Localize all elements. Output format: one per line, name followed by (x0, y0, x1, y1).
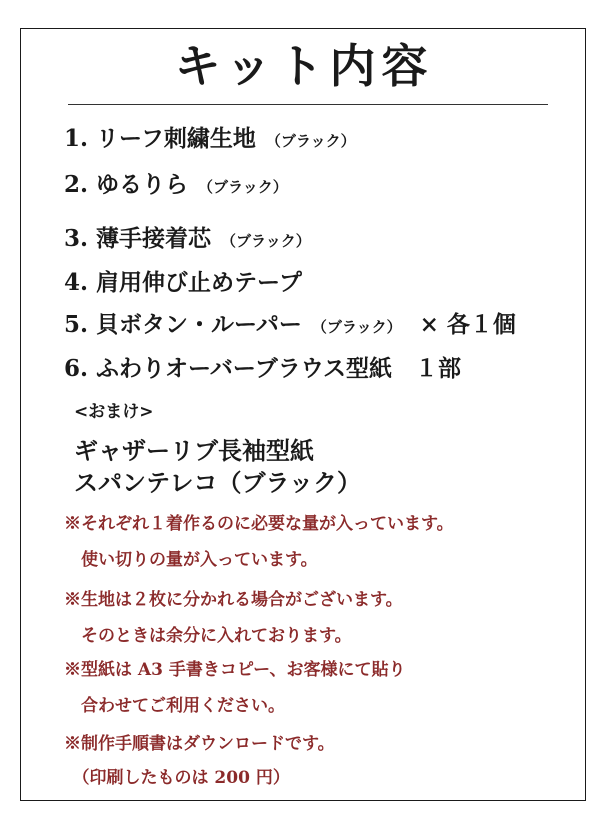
title-divider (68, 104, 548, 105)
kit-item-6-label: 6. ふわりオーバーブラウス型紙 １部 (64, 355, 462, 382)
kit-item-2-color: （ブラック） (198, 178, 288, 196)
bonus-item-2: スパンテレコ（ブラック） (74, 468, 362, 497)
bonus-item-1: ギャザーリブ長袖型紙 (74, 436, 314, 465)
kit-item-4-label: 4. 肩用伸び止めテープ (64, 269, 302, 296)
kit-item-3-label: 3. 薄手接着芯 (64, 225, 212, 252)
kit-item-1-color: （ブラック） (265, 132, 356, 150)
notice-line-3: ※生地は２枚に分かれる場合がございます。 (64, 590, 403, 610)
page-title: キット内容 (174, 39, 434, 93)
notice-line-4: そのときは余分に入れております。 (64, 626, 352, 646)
kit-item-5 (64, 310, 516, 342)
kit-item-5-label: 5. 貝ボタン・ルーパー (64, 311, 302, 338)
kit-item-2 (64, 170, 288, 202)
kit-item-1 (64, 124, 356, 156)
kit-item-3-color: （ブラック） (221, 232, 311, 250)
kit-item-5-color: （ブラック） (311, 318, 402, 336)
kit-item-6 (64, 354, 461, 384)
kit-item-1-label: 1. リーフ刺繍生地 (64, 125, 256, 152)
notice-line-7: ※制作手順書はダウンロードです。 (64, 734, 335, 754)
notice-line-1: ※それぞれ１着作るのに必要な量が入っています。 (64, 514, 454, 534)
notice-line-5: ※型紙は A3 手書きコピー、お客様にて貼り (64, 660, 406, 680)
bonus-heading: <おまけ> (74, 402, 154, 422)
kit-item-3 (64, 224, 311, 256)
notice-line-6: 合わせてご利用ください。 (64, 696, 285, 716)
notice-line-8: （印刷したものは 200 円） (64, 768, 290, 788)
kit-item-4 (64, 268, 302, 298)
kit-item-2-label: 2. ゆるりら (64, 171, 189, 198)
kit-item-5-quantity: × 各１個 (419, 311, 516, 338)
notice-line-2: 使い切りの量が入っています。 (64, 550, 318, 570)
